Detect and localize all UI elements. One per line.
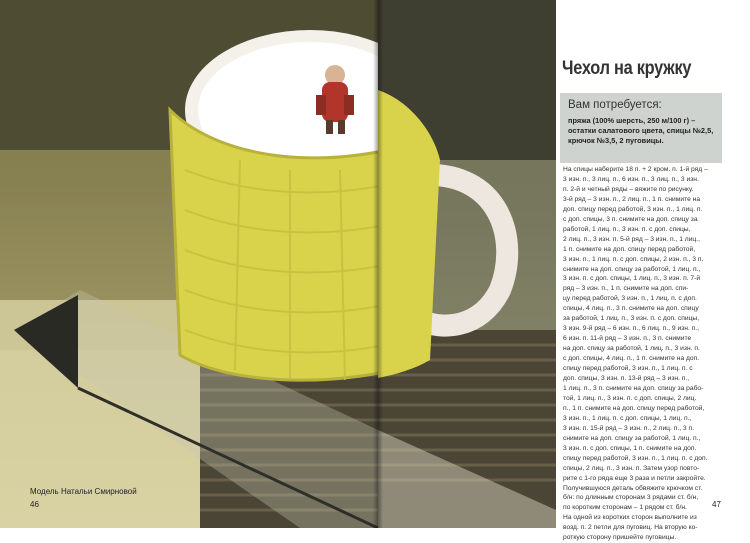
instruction-line: на доп. спицу за работой, 1 лиц. п., 3 изн. п. xyxy=(563,345,700,353)
instruction-line: доп. спицы, 3 изн. п. 13-й ряд – 3 изн. п., xyxy=(563,375,690,383)
instruction-line: по коротким сторонам – 1 рядом ст. б/н. xyxy=(563,504,687,512)
materials-box xyxy=(560,93,722,163)
instruction-line: рите с 1-го ряда еще 3 раза и петли закройте. xyxy=(563,474,706,482)
instruction-line: 3-й ряд – 3 изн. п., 2 лиц. п., 1 п. снимите на xyxy=(563,195,701,203)
instruction-line: 3 изн. п. с доп. спицы, 1 лиц. п., 3 изн. п. 7-й xyxy=(563,275,701,283)
instruction-line: снимите на доп. спицу за работой, 1 лиц. п., xyxy=(563,265,701,273)
page-number-right: 47 xyxy=(712,500,721,509)
model-credit: Модель Натальи Смирновой xyxy=(30,487,137,496)
mug-photo-continued xyxy=(378,0,556,528)
mug-photo-continued-illustration xyxy=(378,0,556,528)
instruction-line: 1 п. снимите на доп. спицу перед работой, xyxy=(563,245,696,253)
instruction-line: снимите на доп. спицу за работой, 1 лиц. п., xyxy=(563,434,701,442)
instruction-line: 1 лиц. п., 3 п. снимите на доп. спицу за рабо- xyxy=(563,384,704,392)
instruction-line: возд. п. 2 петли для пуговиц. На вторую ко- xyxy=(563,524,698,532)
instruction-line: работой, 1 лиц. п., 3 изн. п. с доп. спицы, xyxy=(563,225,691,233)
mug-photo xyxy=(0,0,378,528)
materials-line: остатки салатового цвета, спицы №2,5, xyxy=(568,126,714,135)
instruction-line: 2 лиц. п., 3 изн. п. 5-й ряд – 3 изн. п., 1 лиц., xyxy=(563,235,700,243)
instruction-line: цу перед работой, 3 изн. п., 1 лиц. п. с доп. xyxy=(563,295,697,303)
instruction-line: 3 изн. 9-й ряд – 6 изн. п., 6 лиц. п., 9 изн. п., xyxy=(563,325,699,333)
instruction-line: с доп. спицы, 3 п. снимите на доп. спицу за xyxy=(563,215,698,223)
materials-heading: Вам потребуется: xyxy=(568,99,662,111)
instruction-line: б/н: по длинным сторонам 3 рядами ст. б/н, xyxy=(563,494,699,502)
instruction-line: спицы, 2 лиц. п., 3 изн. п. Затем узор повто- xyxy=(563,464,700,472)
instruction-line: 3 изн. п. с доп. спицы, 1 п. снимите на доп. xyxy=(563,444,697,452)
instruction-line: 3 изн. п., 1 лиц. п. с доп. спицы, 1 лиц. п., xyxy=(563,414,692,422)
instruction-line: той, 1 лиц. п., 3 изн. п. с доп. спицы, 2 лиц. xyxy=(563,394,697,402)
instruction-line: спицу перед работой, 3 изн. п., 1 лиц. п. с доп. xyxy=(563,454,708,462)
book-gutter xyxy=(373,0,383,528)
instruction-line: п., 1 п. снимите на доп. спицу перед работой, xyxy=(563,404,705,412)
instruction-line: 3 изн. п., 3 лиц. п., 6 изн. п., 3 лиц. п., 3 изн. xyxy=(563,175,699,183)
materials-list xyxy=(568,116,714,146)
instructions-text xyxy=(563,165,721,543)
materials-line: пряжа (100% шерсть, 250 м/100 г) – xyxy=(568,116,696,125)
instruction-line: 6 изн. п. 11-й ряд – 3 изн. п., 3 п. снимите xyxy=(563,335,692,343)
instruction-line: доп. спицу перед работой, 3 изн. п., 1 лиц. п. xyxy=(563,205,703,213)
instruction-line: спицу перед работой, 3 изн. п., 1 лиц. п. с xyxy=(563,365,693,373)
instruction-line: Получившуюся деталь обвяжите крючком ст. xyxy=(563,484,703,492)
mug-photo-illustration xyxy=(0,0,378,528)
page-number-left: 46 xyxy=(30,500,39,509)
instruction-line: На спицы наберите 18 п. + 2 кром. п. 1-й ряд – xyxy=(563,166,708,173)
materials-line: крючок №3,5, 2 пуговицы. xyxy=(568,136,664,145)
instruction-line: 3 изн. п. 15-й ряд – 3 изн. п., 2 лиц. п., 3 п. xyxy=(563,424,694,432)
instruction-line: роткую сторону пришейте пуговицы. xyxy=(563,534,677,542)
page-title: Чехол на кружку xyxy=(562,58,692,79)
instruction-line: ряд – 3 изн. п., 1 п. снимите на доп. спи- xyxy=(563,285,689,293)
instruction-line: На одной из коротких сторон выполните из xyxy=(563,514,697,522)
instruction-line: спицы, 4 лиц. п., 3 п. снимите на доп. спицу xyxy=(563,305,699,313)
instruction-line: п. 2-й и четный ряды – вяжите по рисунку. xyxy=(563,185,694,193)
instruction-line: 3 изн. п., 1 лиц. п. с доп. спицы, 2 изн. п., 3 п. xyxy=(563,255,704,263)
instruction-line: с доп. спицы, 4 лиц. п., 1 п. снимите на доп. xyxy=(563,355,700,363)
instruction-line: за работой, 1 лиц. п., 3 изн. п. с доп. спицы, xyxy=(563,315,700,323)
